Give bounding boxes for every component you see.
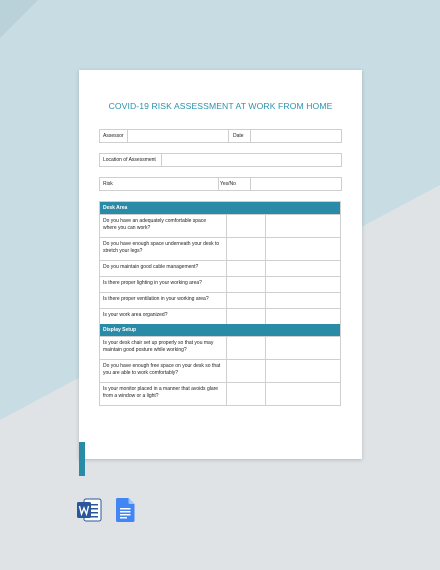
assessor-label: Assessor bbox=[103, 133, 124, 139]
table-row bbox=[100, 359, 340, 382]
desk-area-table bbox=[99, 201, 341, 406]
answer-cell bbox=[227, 293, 266, 308]
divider bbox=[228, 130, 229, 142]
divider bbox=[161, 154, 162, 166]
location-label: Location of Assessment bbox=[103, 157, 156, 163]
notes-cell bbox=[266, 383, 340, 405]
answer-cell bbox=[227, 277, 266, 292]
question-cell: Is your work area organized? bbox=[100, 309, 227, 324]
answer-cell bbox=[227, 337, 266, 359]
table-row bbox=[100, 308, 340, 324]
answer-cell bbox=[227, 309, 266, 324]
notes-cell bbox=[266, 337, 340, 359]
question-cell: Is there proper ventilation in your working area? bbox=[100, 293, 227, 308]
answer-cell bbox=[227, 383, 266, 405]
table-row bbox=[100, 336, 340, 359]
question-cell: Do you have enough space underneath your desk to stretch your legs? bbox=[100, 238, 227, 260]
risk-label: Risk bbox=[103, 181, 113, 187]
word-icon[interactable] bbox=[76, 498, 102, 522]
file-format-icons bbox=[76, 498, 135, 522]
notes-cell bbox=[266, 293, 340, 308]
answer-cell bbox=[227, 261, 266, 276]
assessor-date-row bbox=[99, 129, 342, 143]
divider bbox=[127, 130, 128, 142]
question-cell: Do you maintain good cable management? bbox=[100, 261, 227, 276]
question-cell: Is your desk chair set up properly so that you may maintain good posture while working? bbox=[100, 337, 227, 359]
notes-cell bbox=[266, 309, 340, 324]
divider bbox=[250, 178, 251, 190]
google-docs-icon[interactable] bbox=[116, 498, 135, 522]
answer-cell bbox=[227, 215, 266, 237]
table-row bbox=[100, 382, 340, 405]
question-cell: Is there proper lighting in your working area? bbox=[100, 277, 227, 292]
table-row bbox=[100, 292, 340, 308]
document-title: COVID-19 RISK ASSESSMENT AT WORK FROM HOME bbox=[108, 101, 333, 111]
section-heading-desk-area: Desk Area bbox=[100, 202, 340, 214]
section-heading-display-setup: Display Setup bbox=[100, 324, 340, 336]
question-cell: Do you have enough free space on your desk so that you are able to work comfortably? bbox=[100, 360, 227, 382]
divider bbox=[218, 178, 219, 190]
document-page bbox=[79, 70, 362, 459]
table-row bbox=[100, 260, 340, 276]
notes-cell bbox=[266, 277, 340, 292]
divider bbox=[250, 130, 251, 142]
question-cell: Is your monitor placed in a manner that avoids glare from a window or a light? bbox=[100, 383, 227, 405]
notes-cell bbox=[266, 238, 340, 260]
date-label: Date bbox=[233, 133, 244, 139]
table-row bbox=[100, 237, 340, 260]
notes-cell bbox=[266, 261, 340, 276]
question-cell: Do you have an adequately comfortable space where you can work? bbox=[100, 215, 227, 237]
table-row bbox=[100, 276, 340, 292]
page-accent-bar bbox=[79, 442, 85, 476]
table-row bbox=[100, 214, 340, 237]
answer-cell bbox=[227, 238, 266, 260]
location-row bbox=[99, 153, 342, 167]
answer-cell bbox=[227, 360, 266, 382]
notes-cell bbox=[266, 360, 340, 382]
notes-cell bbox=[266, 215, 340, 237]
yesno-label: Yes/No bbox=[220, 181, 236, 187]
risk-row bbox=[99, 177, 342, 191]
